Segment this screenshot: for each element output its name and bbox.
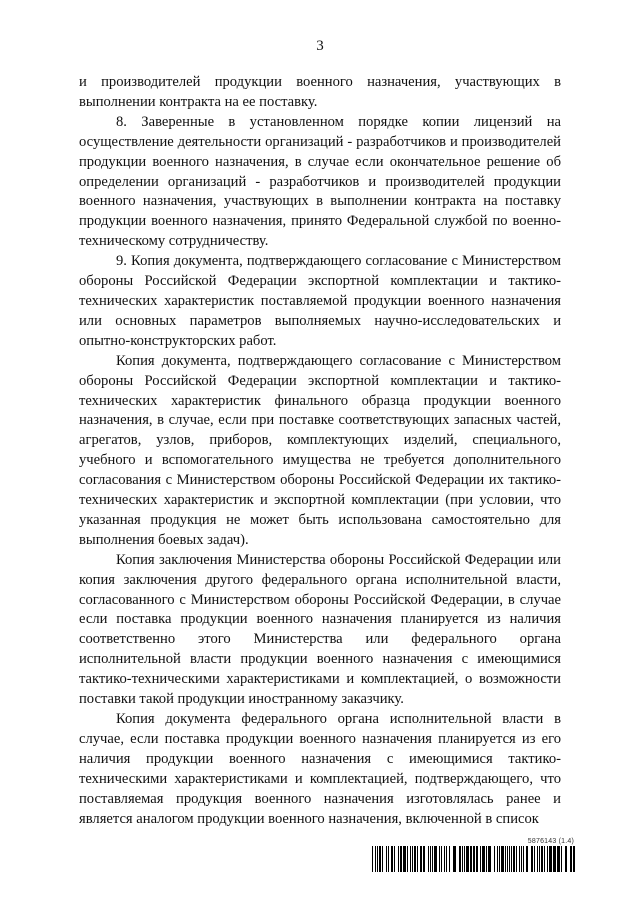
barcode-bar	[444, 846, 445, 872]
barcode-bar	[434, 846, 437, 872]
barcode-bar	[570, 846, 572, 872]
paragraph-continuation: и производителей продукции военного назначения, участвующих в выполнении контракта на ее поставку.	[79, 74, 561, 110]
barcode-bar	[488, 846, 491, 872]
barcode-bar	[516, 846, 517, 872]
barcode-bar	[432, 846, 433, 872]
barcode-icon	[372, 846, 575, 872]
barcode-bar	[523, 846, 524, 872]
barcode-bar	[414, 846, 416, 872]
barcode-bar	[379, 846, 381, 872]
barcode-bar	[507, 846, 508, 872]
barcode-bar	[398, 846, 399, 872]
barcode-bar	[549, 846, 552, 872]
barcode-bar	[403, 846, 406, 872]
barcode-bar	[573, 846, 575, 872]
barcode-bar	[499, 846, 500, 872]
barcode-bar	[476, 846, 478, 872]
barcode-bar	[462, 846, 463, 872]
barcode-bar	[534, 846, 535, 872]
barcode-bar	[505, 846, 506, 872]
barcode-bar	[497, 846, 498, 872]
barcode-bar	[531, 846, 533, 872]
barcode-bar	[410, 846, 411, 872]
barcode-bar	[423, 846, 425, 872]
barcode-bar	[375, 846, 376, 872]
barcode-bar	[412, 846, 413, 872]
document-body	[79, 73, 561, 829]
barcode-bar	[430, 846, 431, 872]
page-number: 3	[316, 38, 324, 54]
barcode-bar	[388, 846, 389, 872]
barcode-bar	[539, 846, 540, 872]
barcode-bar	[519, 846, 520, 872]
barcode-bar	[513, 846, 515, 872]
barcode-bar	[394, 846, 395, 872]
barcode-bar	[439, 846, 440, 872]
barcode-bar	[470, 846, 472, 872]
barcode-bar	[526, 846, 528, 872]
barcode-bar	[494, 846, 495, 872]
paragraph-final-sample-copy: Копия документа, подтверждающего согласование с Министерством обороны Российской Федерации экспортной комплектации и тактико-технических характеристик финального образца продукции военного назначения, в случае, если при поставке соответствующих запасных частей, агрегатов, узлов, приборов, комплектующих изделий, специального, учебного и вспомогательного имущества не требуется дополнительного согласования с Министерством обороны Российской Федерации их тактико-технических характеристик и экспортной комплектации (при условии, что указанная продукция не может быть использована самостоятельно для выполнения боевых задач).	[79, 352, 561, 548]
barcode-bar	[449, 846, 450, 872]
barcode-bar	[561, 846, 562, 872]
barcode-bar	[541, 846, 543, 872]
barcode-bar	[537, 846, 538, 872]
barcode-bar	[464, 846, 465, 872]
barcode-bar	[565, 846, 567, 872]
document-code: 5876143 (1.4)	[527, 838, 574, 845]
barcode-bar	[547, 846, 548, 872]
barcode-bar	[509, 846, 510, 872]
barcode-bar	[407, 846, 408, 872]
barcode-bar	[441, 846, 442, 872]
barcode-bar	[480, 846, 481, 872]
paragraph-item-8: 8. Заверенные в установленном порядке копии лицензий на осуществление деятельности организаций - разработчиков и производителей продукции военного назначения, в случае если окончательное решение об определении организаций - разработчиков и производителей продукции военного назначения, участвующих в выполнении контракта на поставку продукции военного назначения, принято Федеральной службой по военно-техническому сотрудничеству.	[79, 113, 561, 250]
paragraph-item-9: 9. Копия документа, подтверждающего согласование с Министерством обороны Российской Федерации экспортной комплектации и тактико-технических характеристик поставляемой продукции военного назначения или основных параметров выполняемых научно-исследовательских и опытно-конструкторских работ.	[79, 253, 561, 349]
barcode-bar	[428, 846, 429, 872]
barcode-bar	[382, 846, 383, 872]
barcode-bar	[544, 846, 545, 872]
paragraph-ministry-conclusion: Копия заключения Министерства обороны Российской Федерации или копия заключения другого федерального органа исполнительной власти, согласованного с Министерством обороны Российской Федерации, в случае если поставка продукции военного назначения планируется из наличия соответственно этого Министерства или федерального органа исполнительной власти продукции военного назначения с имеющимися тактико-техническими характеристиками и комплектацией, о возможности поставки такой продукции иностранному заказчику.	[79, 551, 561, 708]
barcode-bar	[459, 846, 461, 872]
barcode-bar	[420, 846, 422, 872]
barcode-bar	[511, 846, 512, 872]
barcode-bar	[553, 846, 556, 872]
barcode-bar	[486, 846, 487, 872]
barcode-bar	[521, 846, 522, 872]
barcode-bar	[482, 846, 485, 872]
barcode-bar	[386, 846, 387, 872]
paragraph-federal-body-document: Копия документа федерального органа исполнительной власти в случае, если поставка продукции военного назначения планируется из его наличия продукции военного назначения с имеющимися тактико-техническими характеристиками и комплектацией, подтверждающего, что поставляемая продукция военного назначения изготовлялась ранее и является аналогом продукции военного назначения, включенной в список	[79, 711, 561, 827]
barcode-bar	[400, 846, 402, 872]
barcode-bar	[417, 846, 418, 872]
barcode-bar	[557, 846, 560, 872]
barcode-bar	[391, 846, 393, 872]
barcode-bar	[473, 846, 475, 872]
barcode-bar	[377, 846, 378, 872]
barcode-bar	[501, 846, 504, 872]
barcode-bar	[466, 846, 469, 872]
barcode-bar	[453, 846, 456, 872]
barcode-bar	[372, 846, 373, 872]
barcode-bar	[446, 846, 447, 872]
